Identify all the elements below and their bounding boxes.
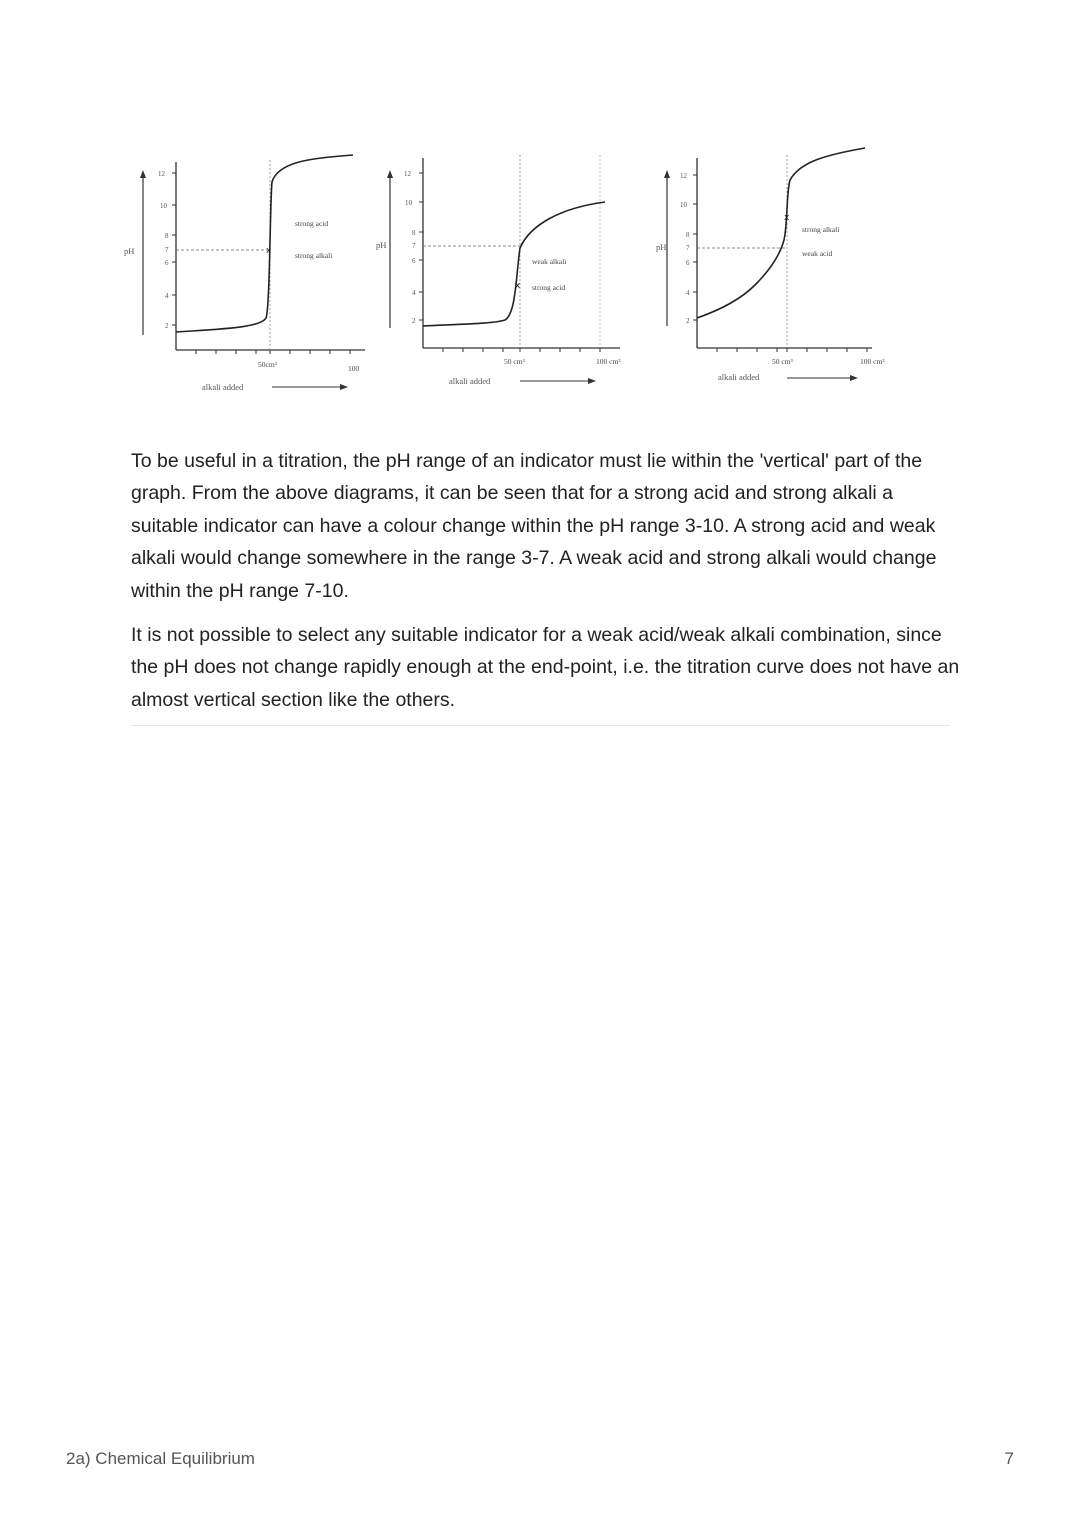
paragraph-indicator-range: To be useful in a titration, the pH range of an indicator must lie within the 'vertical' part of the graph. From the above diagrams, it can be seen that for a strong acid and strong alkali a suitable indicator can have a colour change within the pH range 3-10. A strong acid and weak alkali would change somewhere in the range 3-7. A weak acid and strong alkali would change within the pH range 7-10. [131, 450, 937, 602]
x-mark-label: 50 cm³ [504, 357, 525, 366]
divider [131, 725, 950, 726]
titration-curve [176, 155, 353, 332]
graph-label: strong acid [532, 283, 566, 292]
paragraph-weak-weak: It is not possible to select any suitable indicator for a weak acid/weak alkali combination, since the pH does not change rapidly enough at the end-point, i.e. the titration curve does not have an almost vertical section like the others. [131, 624, 960, 711]
y-tick: 6 [165, 259, 169, 267]
y-tick: 6 [686, 259, 690, 267]
y-tick: 8 [686, 231, 690, 239]
y-tick: 6 [412, 257, 416, 265]
y-tick: 2 [165, 322, 169, 330]
footer-section-title: 2a) Chemical Equilibrium [66, 1449, 255, 1468]
x-mark-label: 50 cm³ [772, 357, 793, 366]
body-text [131, 445, 961, 728]
graph-weak-acid-strong-alkali [656, 148, 885, 382]
y-tick: 7 [165, 246, 169, 254]
x-mark-label: 50cm³ [258, 360, 277, 369]
graph-strong-acid-weak-alkali [376, 155, 621, 386]
x-end-label: 100 [348, 364, 360, 373]
y-tick: 4 [686, 289, 690, 297]
equivalence-point-mark: x [784, 213, 790, 223]
x-end-label: 100 cm³ [860, 357, 885, 366]
graph-label: weak acid [802, 249, 833, 258]
y-tick: 8 [165, 232, 169, 240]
y-tick: 10 [405, 199, 412, 207]
ph-axis-label: pH [376, 240, 387, 250]
y-tick: 2 [686, 317, 690, 325]
y-tick: 4 [412, 289, 416, 297]
graph-label: strong alkali [295, 251, 333, 260]
x-axis-label: alkali added [718, 372, 760, 382]
y-tick: 10 [680, 201, 687, 209]
y-tick: 10 [160, 202, 167, 210]
graph-label: strong alkali [802, 225, 840, 234]
titration-curve [423, 202, 605, 326]
equivalence-point-mark: x [266, 246, 272, 256]
ph-axis-label: pH [656, 242, 667, 252]
graph-label: weak alkali [532, 257, 567, 266]
page-number: 7 [1004, 1449, 1014, 1468]
titration-curve [697, 148, 865, 318]
x-end-label: 100 cm³ [596, 357, 621, 366]
y-tick: 8 [412, 229, 416, 237]
y-tick: 12 [158, 170, 165, 178]
y-tick: 2 [412, 317, 416, 325]
x-axis-label: alkali added [202, 382, 244, 392]
y-tick: 12 [404, 170, 411, 178]
y-tick: 7 [412, 242, 416, 250]
graph-strong-acid-strong-alkali [124, 155, 365, 392]
equivalence-point-mark: x [515, 281, 521, 291]
y-tick: 12 [680, 172, 687, 180]
x-axis-label: alkali added [449, 376, 491, 386]
y-tick: 4 [165, 292, 169, 300]
titration-curves-figure [120, 140, 885, 410]
graph-label: strong acid [295, 219, 329, 228]
y-tick: 7 [686, 244, 690, 252]
ph-axis-label: pH [124, 246, 135, 256]
